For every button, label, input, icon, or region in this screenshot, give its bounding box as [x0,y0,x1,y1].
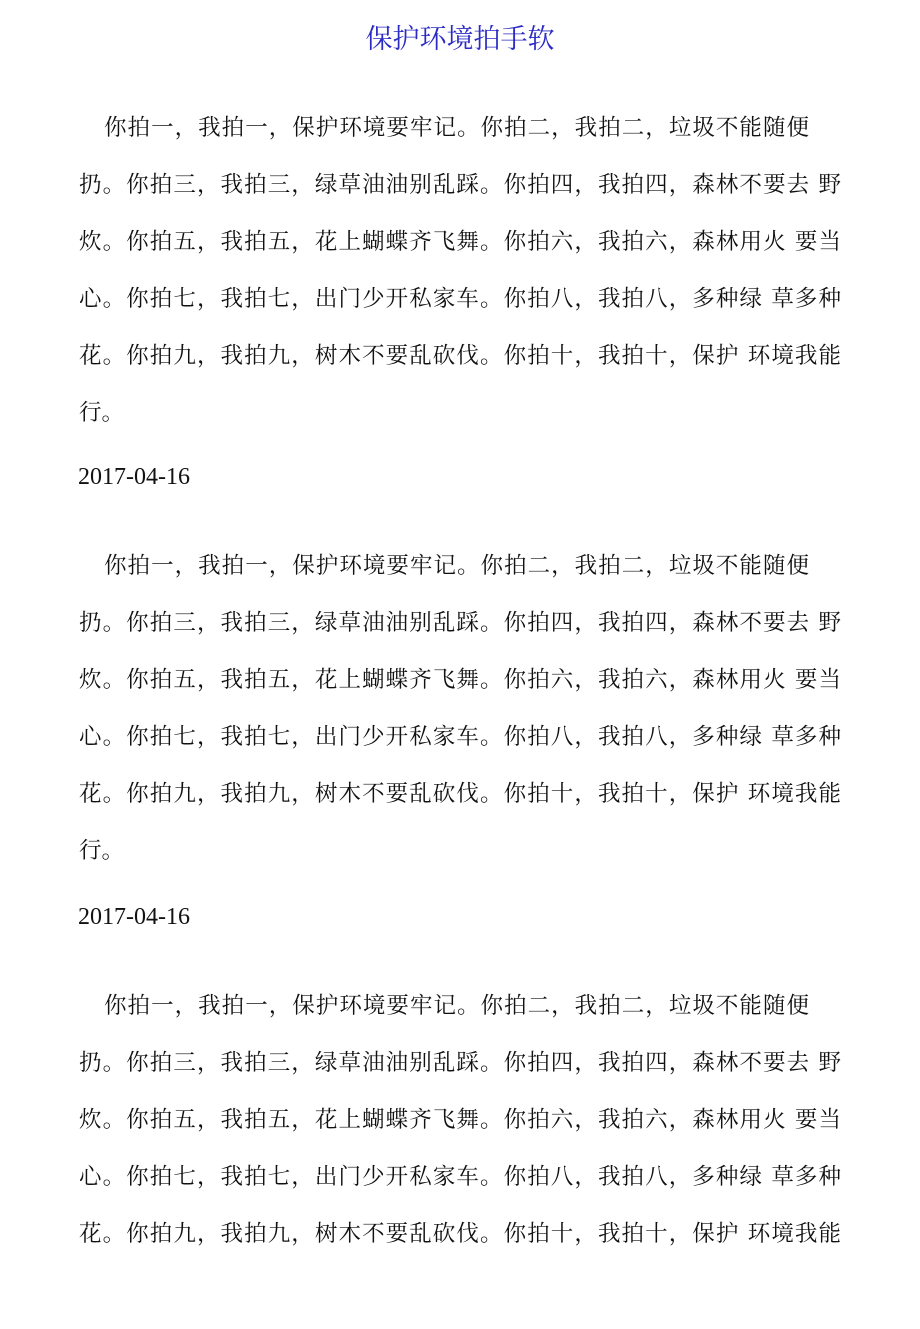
paragraph-line: 你拍一，我拍一，保护环境要牢记。你拍二，我拍二，垃圾不能随便 [104,993,809,1019]
paragraph-line: 花。你拍九，我拍九，树木不要乱砍伐。你拍十，我拍十，保护 环境我能 [79,343,841,369]
paragraph-line: 心。你拍七，我拍七，出门少开私家车。你拍八，我拍八，多种绿 草多种 [79,286,841,312]
paragraph-line: 行。 [79,400,125,426]
paragraph-line: 花。你拍九，我拍九，树木不要乱砍伐。你拍十，我拍十，保护 环境我能 [79,781,841,807]
paragraph-line: 心。你拍七，我拍七，出门少开私家车。你拍八，我拍八，多种绿 草多种 [79,724,841,750]
paragraph-line: 扔。你拍三，我拍三，绿草油油别乱踩。你拍四，我拍四，森林不要去 野 [79,1050,841,1076]
date-stamp: 2017-04-16 [78,904,190,930]
date-stamp: 2017-04-16 [78,464,190,490]
paragraph-line: 心。你拍七，我拍七，出门少开私家车。你拍八，我拍八，多种绿 草多种 [79,1164,841,1190]
paragraph-line: 你拍一，我拍一，保护环境要牢记。你拍二，我拍二，垃圾不能随便 [104,115,809,141]
poem-paragraph-1 [0,111,920,451]
poem-paragraph-3 [0,989,920,1329]
page-title: 保护环境拍手软 [365,24,555,55]
paragraph-line: 扔。你拍三，我拍三，绿草油油别乱踩。你拍四，我拍四，森林不要去 野 [79,172,841,198]
paragraph-line: 炊。你拍五，我拍五，花上蝴蝶齐飞舞。你拍六，我拍六，森林用火 要当 [79,667,841,693]
paragraph-line: 花。你拍九，我拍九，树木不要乱砍伐。你拍十，我拍十，保护 环境我能 [79,1221,841,1247]
paragraph-line: 炊。你拍五，我拍五，花上蝴蝶齐飞舞。你拍六，我拍六，森林用火 要当 [79,229,841,255]
paragraph-line: 扔。你拍三，我拍三，绿草油油别乱踩。你拍四，我拍四，森林不要去 野 [79,610,841,636]
paragraph-line: 你拍一，我拍一，保护环境要牢记。你拍二，我拍二，垃圾不能随便 [104,553,809,579]
paragraph-line: 行。 [79,838,125,864]
poem-paragraph-2 [0,549,920,889]
paragraph-line: 炊。你拍五，我拍五，花上蝴蝶齐飞舞。你拍六，我拍六，森林用火 要当 [79,1107,841,1133]
